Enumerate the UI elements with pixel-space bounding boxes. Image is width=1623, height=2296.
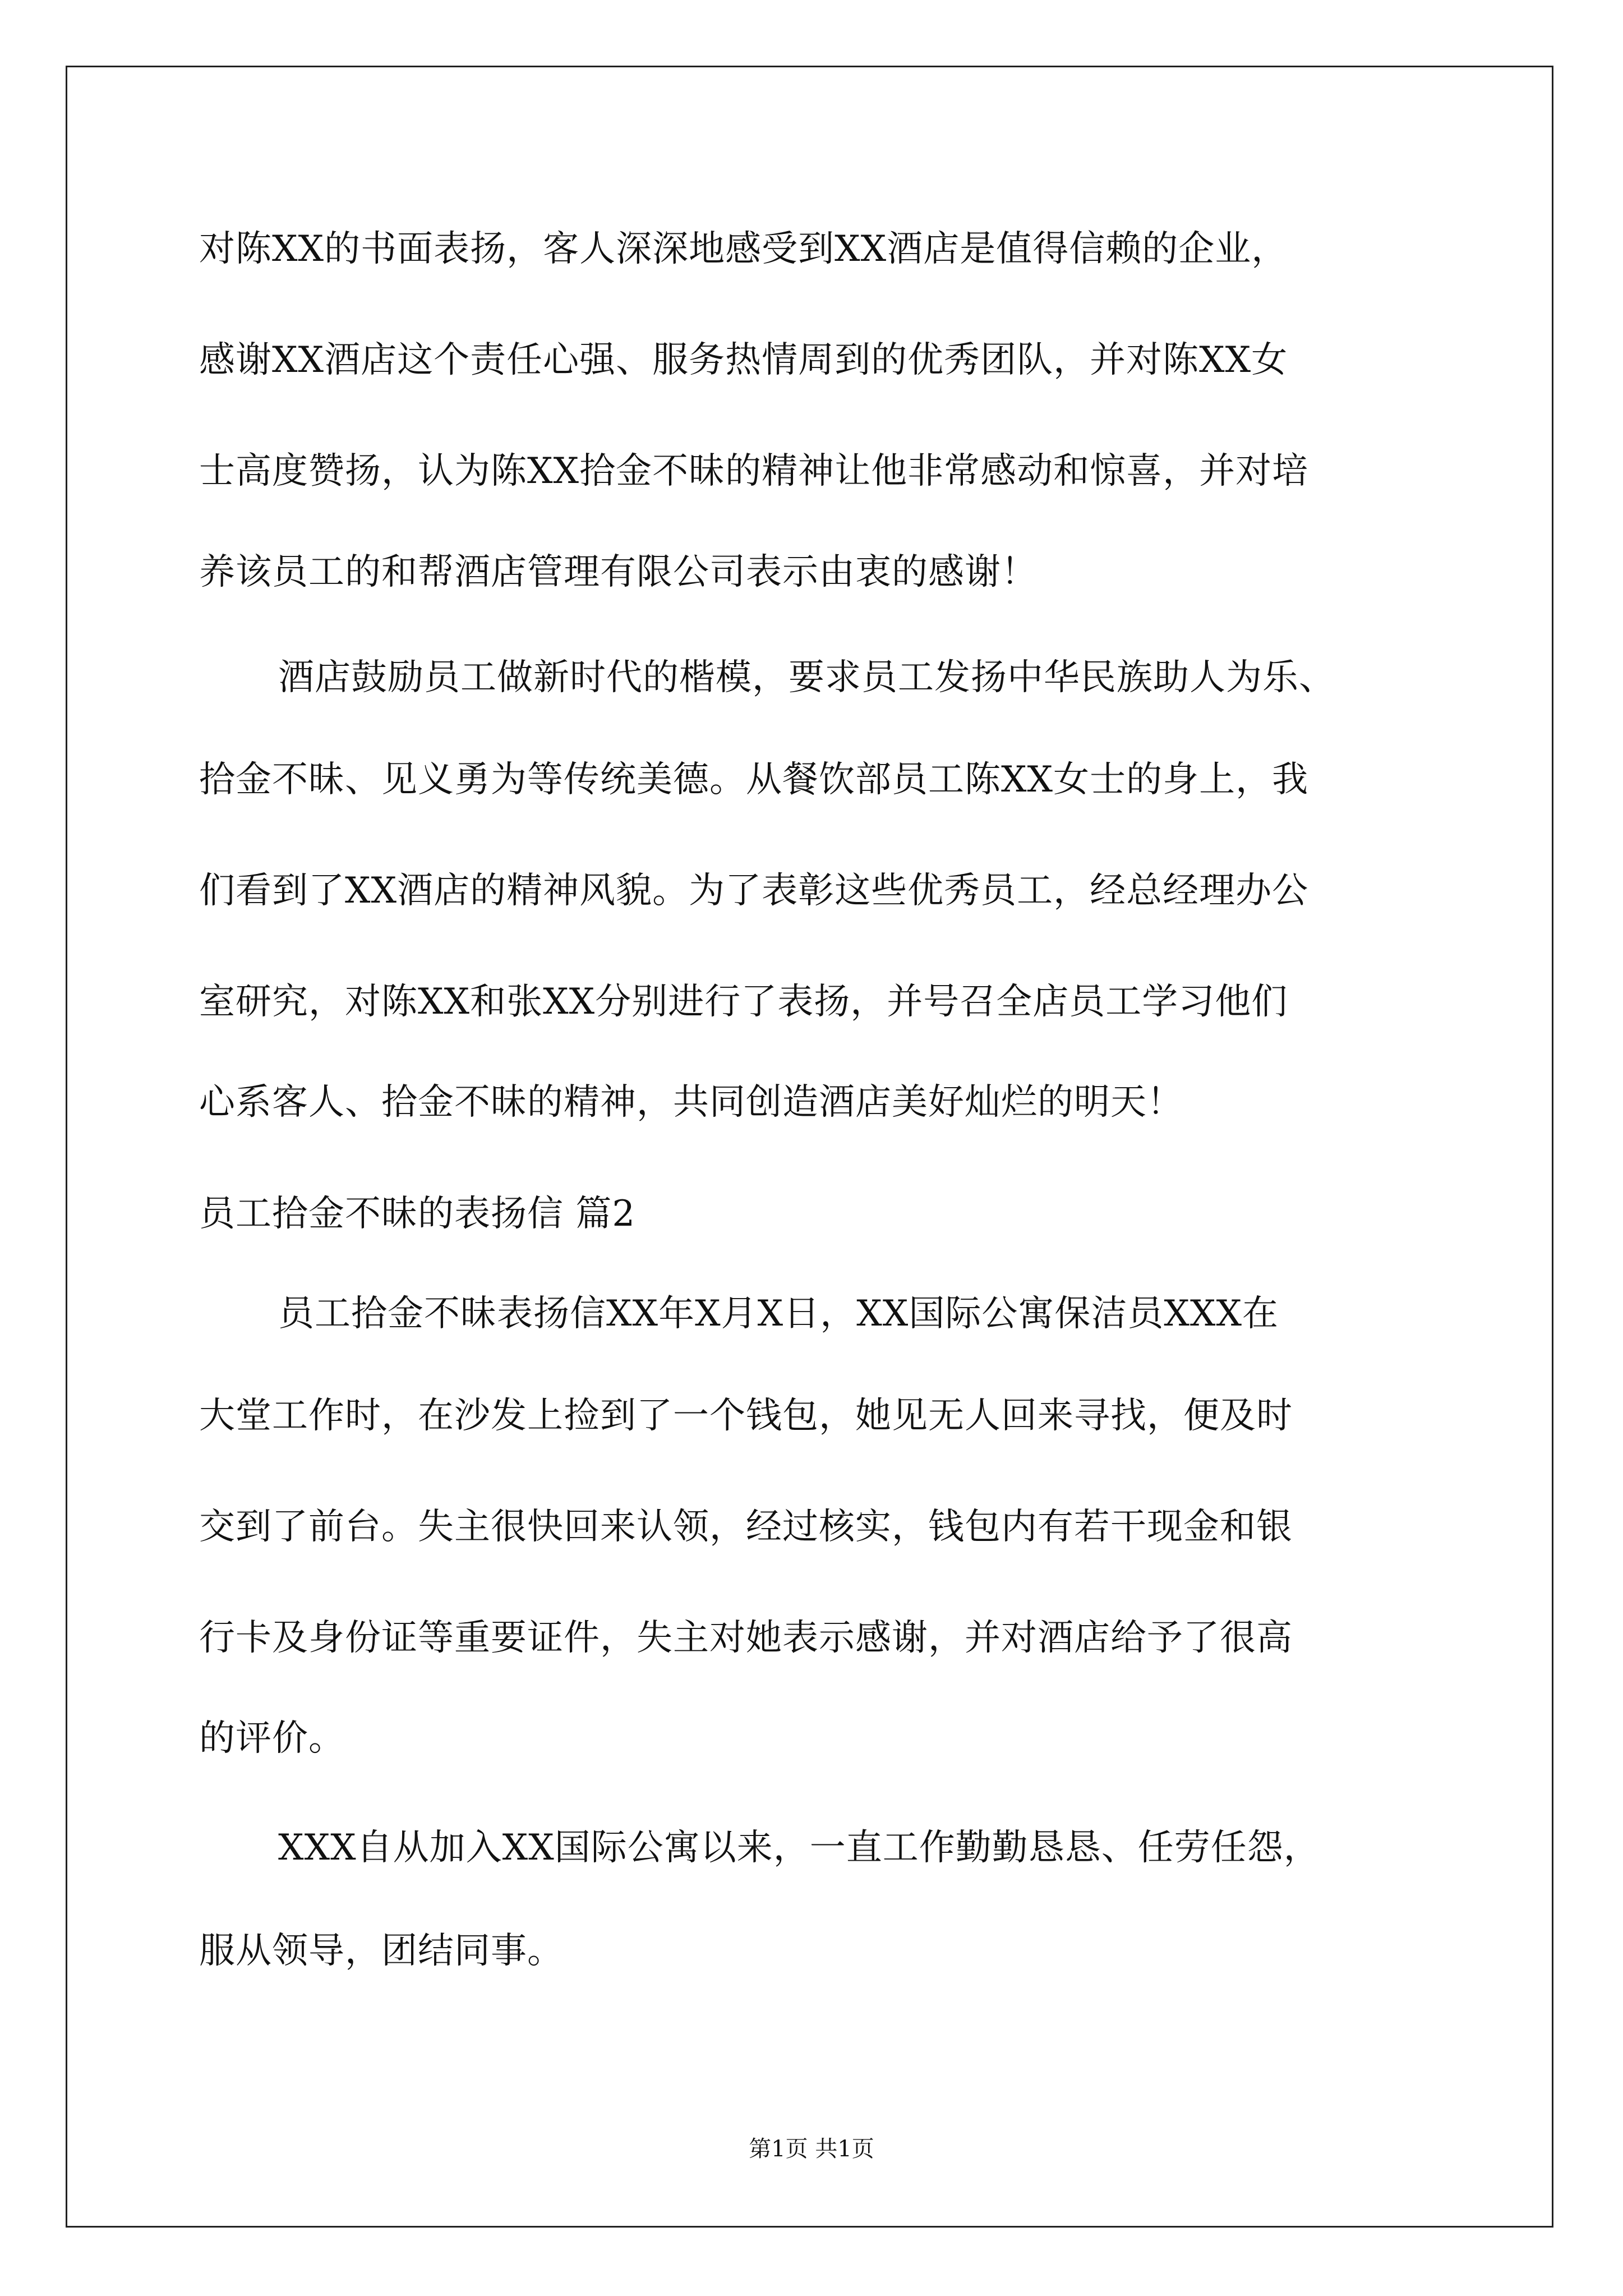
paragraph-1-line-1: 对陈XX的书面表扬，客人深深地感受到XX酒店是值得信赖的企业， (199, 228, 1288, 270)
paragraph-1-line-4: 养该员工的和帮酒店管理有限公司表示由衷的感谢！ (199, 551, 1038, 593)
paragraph-3-line-2: 大堂工作时，在沙发上捡到了一个钱包，她见无人回来寻找，便及时 (199, 1395, 1293, 1437)
paragraph-4-line-2: 服从领导，团结同事。 (199, 1930, 564, 1972)
paragraph-2-line-1: 酒店鼓励员工做新时代的楷模，要求员工发扬中华民族助人为乐、 (278, 657, 1335, 698)
section-heading: 员工拾金不昧的表扬信 篇2 (199, 1193, 636, 1235)
paragraph-3-line-4: 行卡及身份证等重要证件，失主对她表示感谢，并对酒店给予了很高 (199, 1617, 1293, 1659)
page-footer: 第1页 共1页 (749, 2136, 874, 2162)
paragraph-4-line-1: XXX自从加入XX国际公寓以来，一直工作勤勤恳恳、任劳任怨， (278, 1827, 1320, 1869)
paragraph-2-line-5: 心系客人、拾金不昧的精神，共同创造酒店美好灿烂的明天！ (199, 1082, 1183, 1123)
paragraph-2-line-4: 室研究，对陈XX和张XX分别进行了表扬，并号召全店员工学习他们 (199, 981, 1288, 1023)
paragraph-3-line-5: 的评价。 (199, 1718, 345, 1759)
paragraph-3-line-3: 交到了前台。失主很快回来认领，经过核实，钱包内有若干现金和银 (199, 1506, 1293, 1548)
paragraph-1-line-2: 感谢XX酒店这个责任心强、服务热情周到的优秀团队，并对陈XX女 (199, 339, 1288, 381)
paragraph-1-line-3: 士高度赞扬，认为陈XX拾金不昧的精神让他非常感动和惊喜，并对培 (199, 450, 1309, 492)
paragraph-2-line-3: 们看到了XX酒店的精神风貌。为了表彰这些优秀员工，经总经理办公 (199, 870, 1309, 912)
paragraph-3-line-1: 员工拾金不昧表扬信XX年X月X日，XX国际公寓保洁员XXX在 (278, 1293, 1279, 1335)
paragraph-2-line-2: 拾金不昧、见义勇为等传统美德。从餐饮部员工陈XX女士的身上，我 (199, 759, 1309, 800)
page-border (66, 66, 1553, 2228)
